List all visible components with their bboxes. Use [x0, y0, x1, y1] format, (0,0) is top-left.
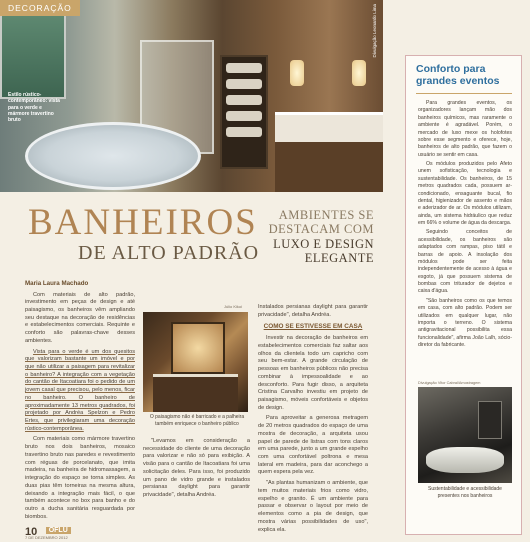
sidebar-divider — [416, 93, 512, 94]
paragraph: "As plantas humanizam o ambiente, que tem muitos materiais frios como vidro, espelho e granito. É um ambiente para passar e observar o layout por meio de elementos como a pia de design, que mostra várias possibilidades de uso", explica ela. — [258, 480, 368, 533]
deck — [232, 208, 374, 266]
page-footer — [25, 522, 71, 540]
issue-date: 7 DE DEZEMBRO 2012 — [25, 535, 68, 540]
deck-line2: DESTACAM COM — [268, 222, 374, 237]
paragraph: Investir na decoração de banheiros em estabelecimentos comerciais faz saltar aos olhos da clientela todo um capricho com seu bem-estar. A grande circulação de pessoas em banheiros públicos não precisa combinar à impessoalidade e ao desconforto. Para fugir disso, a arquiteta Cristina Carvalho investiu em projeto de paisagismo, móveis confortáveis e objetos de design. — [258, 335, 368, 411]
paragraph: Com materiais como mármore travertino bruto nos dois banheiros, mosaico travertino bruto nas paredes e revestimento com réguas de porcelanato, que imita madeira, na banheira de hidromassagem, a integração do espaço se torna simples. As duas pias têm torneiras na mesma altura, deixando a integração mais fácil, o que também acontece no box para banho e do outro a ducha sanitária resguardada por biombos. — [25, 436, 135, 520]
sidebar-photo-shelf — [478, 401, 502, 439]
hero-lamp — [290, 60, 304, 86]
paragraph: Para aproveitar a generosa metragem de 20 metros quadrados do espaço de uma mostra de decoração, a arquiteta usou papel de parede de listras com tons claros em uma parede, junto a um grande espelho com uma confortável poltrona e mesa lateral em madeira, para dar aconchego a quem espera pela vez. — [258, 415, 368, 476]
hero-photo-credit: Divulgação Leonardo Lima — [372, 4, 377, 58]
mid-photo-credit: Júlio Kikoi — [224, 304, 243, 309]
hero-sink-counter — [275, 112, 383, 145]
sidebar-paragraph: Para grandes eventos, os organizadores lançam mão dos banheiros químicos, mas raramente o ambiente é agradável. Porém, o mercado de luxo mexe os holofotes sobre esse segmento e oferece, hoje, banheiros de alto padrão, que fazem o usuário se sentir em casa. — [418, 100, 512, 158]
hero-window — [0, 10, 66, 99]
publication-logo: OFLU — [46, 527, 71, 534]
headline-line2: DE ALTO PADRÃO — [78, 242, 260, 264]
article-column-1 — [25, 280, 135, 524]
sidebar-text — [418, 100, 512, 351]
sidebar-title: Conforto para grandes eventos — [416, 63, 500, 87]
deck-line1: AMBIENTES SE — [278, 208, 374, 222]
hero-vanity — [275, 142, 383, 192]
paragraph: "Levamos em consideração a necessidade do cliente de uma decoração para valorizar e não só para exibição. A visão para o cantão de Itacoatiara foi uma solicitação deles. Para isso, foi produzido um pano de vidro grande e instalados persianas daylight para garantir privacidade", detalha Andréa. — [143, 438, 250, 499]
sidebar-paragraph: "São banheiros como os que temos em casa, com alto padrão. Podem ser utilizados em qualquer lugar, não importa o terreno. O sistema antigravitacional possibilita essa funcionalidade", afirma João Lalh, sócio-diretor da fabricante. — [418, 297, 512, 348]
subhead: COMO SE ESTIVESSE EM CASA — [263, 323, 363, 331]
page-number: 10 — [25, 526, 38, 538]
hero-shelf-cabinet — [220, 55, 268, 169]
mid-photo-mirror — [171, 322, 225, 374]
mid-photo-vanity — [153, 374, 238, 412]
hero-lamp — [352, 60, 366, 86]
headline — [28, 204, 259, 263]
hero-caption: Estilo rústico-contemporâneo: vista para o verde e mármore travertino bruto — [8, 92, 60, 123]
sidebar-paragraph: Os módulos produzidos pelo Afeto unem sofisticação, tecnologia e sustentabilidade. Os banheiros, de 15 metros quadrados cada, possuem ar-condicionado, ensaguante bucal, fio dental, higienizador de assento e mãos e aderizador de ar. Os módulos utilizam, ainda, um sistema hidráulico que reduz em 66% o volume de água da descarga. — [418, 161, 512, 226]
section-tag: DECORAÇÃO — [0, 0, 80, 16]
headline-line1: BANHEIROS — [28, 202, 258, 243]
mid-photo — [143, 312, 248, 412]
mid-photo-caption: O paisagismo não é barricado e a palheira também enriquece o banheiro público — [149, 414, 245, 427]
deck-line3: LUXO E DESIGN — [273, 236, 374, 251]
sidebar-box — [405, 55, 522, 535]
article-column-2 — [143, 438, 250, 503]
deck-line4: ELEGANTE — [304, 251, 374, 266]
hero-bathtub — [25, 122, 201, 190]
article-column-3 — [258, 304, 368, 537]
paragraph: Com materiais de alto padrão, investimento em peças de design e até paisagismo, os banheiros vêm ampliando seu destaque na decoração de residências e estabelecimentos comerciais. Requinte e conforto são palavras-chave desses ambientes. — [25, 291, 135, 344]
paragraph: Vista para o verde é um dos quesitos que valorizam bastante um imóvel e por que não utilizar a paisagem para revitalizar o banheiro? A integração com a vegetação do cantão de Itacoatiara foi o pedido de um jovem casal que precisou, pelo menos, ficar no banheiro. O banheiro de aproximadamente 13 metros quadrados, foi projetado por Andréa Spelzon e Pedro Ertes, que privilegiaram uma decoração rústico-contemporânea. — [25, 348, 135, 432]
sidebar-photo — [418, 387, 512, 483]
hero-photo — [0, 0, 383, 192]
paragraph-continued: Instalados persianas daylight para garantir privacidade", detalha Andréa. — [258, 304, 368, 318]
sidebar-photo-caption: Sustentabilidade e acessibilidade presentes nos banheiros — [428, 486, 502, 499]
sidebar-paragraph: Seguindo conceitos de acessibilidade, os banheiros são adaptados com rampas, piso tátil e barras de apoio. A insolação dos módulos pode ser feita independentemente de acesso à água e esgoto, já que possuem sistema de bombas com triturador de dejetos e caixa d'água. — [418, 229, 512, 295]
sidebar-photo-tub — [426, 447, 504, 473]
byline: Maria Laura Machado — [25, 280, 89, 287]
sidebar-photo-credit: Divulgação Vitor Cabral/Amostragem — [418, 381, 481, 385]
